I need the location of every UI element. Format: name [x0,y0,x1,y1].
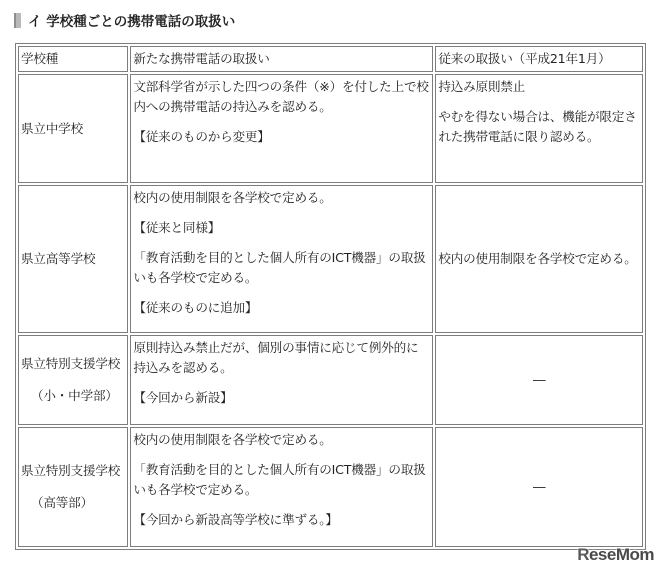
school-type-name: 県立中学校 [21,120,83,136]
heading-text: イ 学校種ごとの携帯電話の取扱い [28,14,236,30]
policy-note: 【従来のものから変更】 [133,129,270,144]
policy-text: 「教育活動を目的とした個人所有のICT機器」の取扱いも各学校で定める。 [133,250,426,285]
school-type-division: （小・中学部） [31,388,118,403]
header-school-type: 学校種 [18,46,128,72]
table-row [18,427,643,547]
school-type-cell [18,427,128,547]
policy-note: 【従来と同様】 [133,220,221,235]
policy-text: 持込み原則禁止 [438,79,526,94]
section-heading [14,10,235,30]
resemom-watermark-logo [577,545,654,565]
policy-note: 【今回から新設】 [133,390,233,405]
policy-text: 原則持込み禁止だが、個別の事情に応じて例外的に持込みを認める。 [133,340,419,375]
old-policy-cell [435,185,643,333]
table-row [18,185,643,333]
empty-dash: ― [532,479,546,494]
new-policy-cell [130,74,433,183]
new-policy-cell [130,335,433,425]
header-new-policy: 新たな携帯電話の取扱い [130,46,433,72]
policy-table [15,43,646,550]
policy-text: 「教育活動を目的とした個人所有のICT機器」の取扱いも各学校で定める。 [133,462,426,497]
table-header-row [18,46,643,72]
policy-text: 校内の使用制限を各学校で定める。 [438,251,637,266]
school-type-division: （高等部） [31,495,93,510]
old-policy-cell [435,335,643,425]
policy-text: 文部科学省が示した四つの条件（※）を付した上で校内への携帯電話の持込みを認める。 [133,79,429,114]
policy-text: 校内の使用制限を各学校で定める。 [133,190,332,205]
school-type-cell [18,185,128,333]
table-row [18,335,643,425]
policy-text: 校内の使用制限を各学校で定める。 [133,432,332,447]
header-old-policy: 従来の取扱い（平成21年1月） [435,46,643,72]
heading-marker-icon [14,13,21,28]
school-type-name: 県立特別支援学校 [21,463,121,478]
logo-initial: R [577,545,589,564]
policy-note: 【従来のものに追加】 [133,300,258,315]
school-type-cell [18,74,128,183]
old-policy-cell [435,74,643,183]
new-policy-cell [130,185,433,333]
empty-dash: ― [532,372,546,387]
policy-text: やむを得ない場合は、機能が限定された携帯電話に限り認める。 [438,109,637,144]
school-type-cell [18,335,128,425]
old-policy-cell [435,427,643,547]
policy-note: 【今回から新設高等学校に準ずる。】 [133,512,338,527]
table-row [18,74,643,183]
new-policy-cell [130,427,433,547]
logo-rest: eseMom [588,545,654,564]
school-type-name: 県立高等学校 [21,251,96,266]
school-type-name: 県立特別支援学校 [21,356,121,371]
